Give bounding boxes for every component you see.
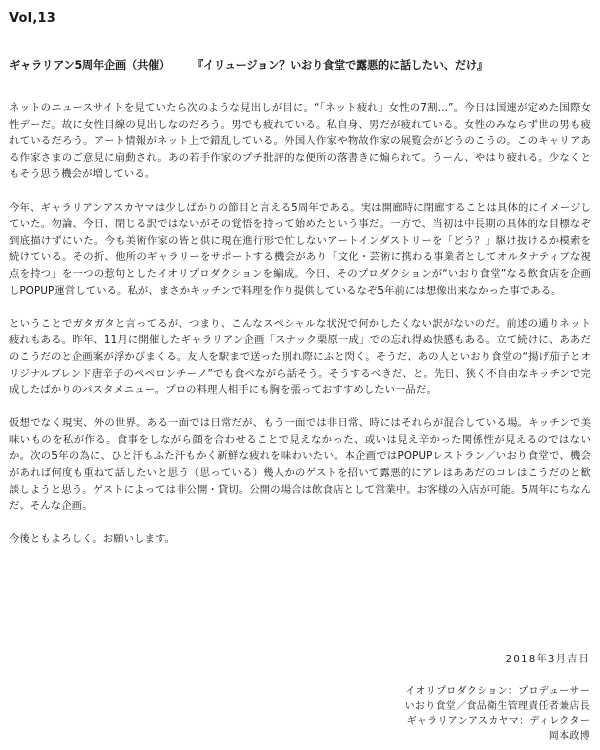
signature-role-2: いおり食堂／食品衛生管理責任者兼店長 [404,701,590,712]
page-heading [9,57,595,73]
issue-volume-label: Vol,13 [9,11,56,26]
signature-block [405,684,590,744]
event-label: ギャラリアン5周年企画（共催） [9,59,170,72]
event-title: 『イリュージョン？いおり食堂で露悪的に話したい、だけ』 [191,59,488,72]
document-date: 2018年3月吉日 [505,654,590,665]
paragraph-5: 今後ともよろしく。お願いします。 [9,533,176,546]
signature-name: 岡本政博 [548,731,590,742]
paragraph-1: ネットのニュースサイトを見ていたら次のような見出しが目に。“「ネット疲れ」女性の7割…”。今日は国連が定めた国際女性デーだ。故に女性目線の見出しなのだろう。男でも疲れている。私自身、男だが疲れている。女性のみならず世の男も疲れているだろう。アート情報がネット上で錯乱している。外国人作家や物故作家の展覧会がどうのこうの。このキャリアある作家さまのご意見に扇動され。あの若手作家のプチ批評的な便所の落書きに煽られて。うーん、やはり疲れる。少なくともそう思う機会が増している。 [9,102,591,181]
signature-role-1: イオリプロダクション：プロデューサー [405,686,590,697]
paragraph-3: ということでガタガタと言ってるが、つまり、こんなスペシャルな状況で何かしたくない訳がないのだ。前述の通りネット疲れもある。昨年、11月に開催したギャラリアン企画「スナック栗原一成」での忘れ得ぬ快感もある。立て続けに、ああだのこうだのと企画案が浮かびまくる。友人を駅まで送った別れ際にふと閃く。そうだ、あの人といおり食堂の“揚げ茄子とオリジナルブレンド唐辛子のペペロンチーノ”でも食べながら話そう。そうするべきだ、と。先日、狭く不自由なキッチンで完成したばかりのパスタメニュー。プロの料理人相手にも胸を張っておすすめしたい一品だ。 [9,317,591,397]
paragraph-2: 今年、ギャラリアンアスカヤマは少しばかりの節目と言える5周年である。実は開廊時に閉廊することは具体的にイメージしていた。勿論、今日、閉じる訳ではないがその覚悟を持って始めたという事だ。一方で、当初は中長期の具体的な目標なぞ到底描けずにいた。今も美術作家の皆と供に現在進行形で忙しないアートインダストリーを「どう？」駆け抜けるか模索を続けている。その折、他所のギャラリーをサポートする機会があり「文化・芸術に携わる事業者としてオルタナティブな視点を持つ」を一つの惹句としたイオリプロダクションを編成。今日、そのプロダクションが“いおり食堂”なる飲食店を企画しPOPUP運営している。私が、まさかキッチンで料理を作り提供しているなぞ5年前には想像出来なかった事である。 [9,201,591,297]
signature-role-3: ギャラリアンアスカヤマ：ディレクター [406,716,590,727]
paragraph-4: 仮想でなく現実、外の世界。ある一面では日常だが、もう一面では非日常、時にはそれらが混合している場。キッチンで美味いものを私が作る。食事をしながら顔を合わせることで見えなかった、或いは見え辛かった関係性が見えるのではないか。次の5年の為に、ひと汗もふた汗もかく新鮮な疲れを味わいたい。本企画ではPOPUPレストラン／いおり食堂で、機会があれば何度も重ねて話したいと思う（思っている）幾人かのゲストを招いて露悪的にアレはああだのコレはこうだのと歓談しようと思う。ゲストによっては非公開・貸切。公開の場合は飲食店として営業中。お客様の入店が可能。5周年にちなんだ、そんな企画。 [9,417,591,513]
essay-body [9,100,591,565]
